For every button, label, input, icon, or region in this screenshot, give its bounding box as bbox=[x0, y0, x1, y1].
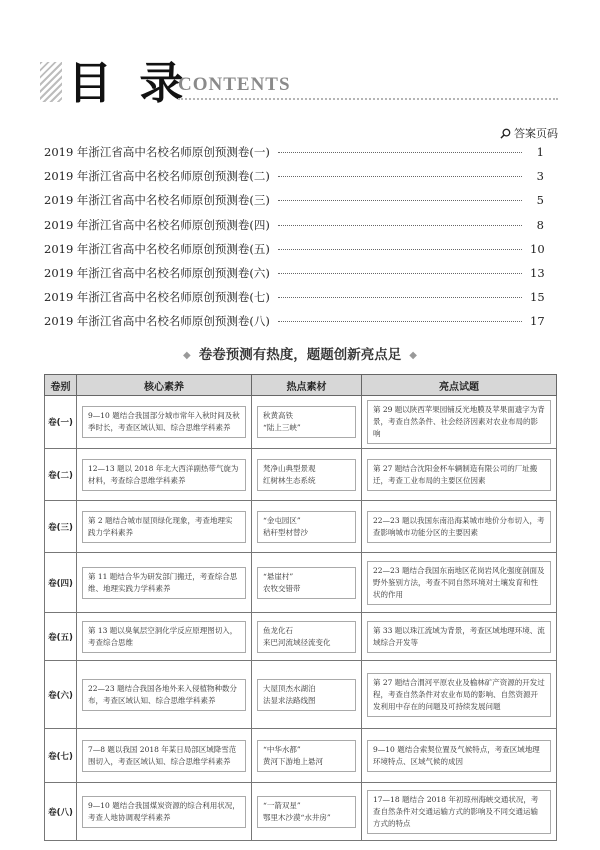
title-divider bbox=[178, 98, 558, 100]
answer-page-label: 答案页码 bbox=[514, 127, 558, 140]
material-item: 秋黄高铁 bbox=[263, 411, 293, 420]
core-cell bbox=[77, 396, 252, 449]
material-cell bbox=[252, 501, 362, 553]
core-text: 第 13 题以臭氧层空洞化学反应原理图切入，考查综合思维 bbox=[82, 621, 246, 653]
toc-leader bbox=[278, 200, 522, 201]
volume-label: 卷(一) bbox=[45, 396, 77, 449]
material-item: 鱼龙化石 bbox=[263, 625, 293, 635]
core-text: 12—13 题以 2018 年北大西洋副热带气旋为材料，考查综合思维学科素养 bbox=[82, 459, 246, 491]
toc-entry[interactable] bbox=[44, 241, 544, 265]
highlight-text: 22—23 题以我国东南沿海某城市地价分布切入，考查影响城市功能分区的主要因素 bbox=[367, 511, 551, 543]
column-header: 核心素养 bbox=[77, 375, 252, 396]
toc-entry-title: 2019 年浙江省高中名校名师原创预测卷(四) bbox=[44, 217, 270, 232]
material-item: 大屋顶杰水湖泊 bbox=[263, 683, 316, 693]
material-item: “陆上三峡” bbox=[263, 423, 301, 432]
toc-entry[interactable] bbox=[44, 144, 544, 168]
highlight-cell bbox=[362, 783, 557, 841]
volume-label: 卷(七) bbox=[45, 729, 77, 783]
table-header-row bbox=[45, 375, 557, 396]
material-item: 法显求法路线图 bbox=[263, 695, 316, 705]
material-cell bbox=[252, 553, 362, 613]
material-box bbox=[257, 796, 356, 828]
highlight-cell bbox=[362, 501, 557, 553]
core-cell bbox=[77, 449, 252, 501]
diamond-icon: ◆ bbox=[183, 349, 191, 361]
material-box bbox=[257, 621, 356, 653]
material-item: 来巴河流域径流变化 bbox=[263, 637, 331, 647]
material-item: 红树林生态系统 bbox=[263, 475, 316, 485]
contents-label: CONTENTS bbox=[178, 74, 291, 95]
toc-entry[interactable] bbox=[44, 168, 544, 192]
page-title: 目 录 bbox=[68, 58, 190, 109]
toc-entry-title: 2019 年浙江省高中名校名师原创预测卷(七) bbox=[44, 290, 270, 305]
table-row bbox=[45, 396, 557, 449]
toc-entry-page: 10 bbox=[530, 241, 545, 256]
core-cell bbox=[77, 783, 252, 841]
toc-entry-page: 13 bbox=[530, 265, 545, 280]
toc-entry-page: 3 bbox=[536, 169, 544, 184]
highlight-cell bbox=[362, 396, 557, 449]
material-item: 黄河下游地上悬河 bbox=[263, 756, 323, 766]
material-box bbox=[257, 679, 356, 711]
core-cell bbox=[77, 729, 252, 783]
toc-leader bbox=[278, 176, 522, 177]
volume-label: 卷(八) bbox=[45, 783, 77, 841]
material-item: 农牧交错带 bbox=[263, 583, 301, 593]
toc-entry-page: 17 bbox=[530, 314, 545, 329]
column-header: 热点素材 bbox=[252, 375, 362, 396]
table-row bbox=[45, 553, 557, 613]
diamond-icon: ◆ bbox=[409, 349, 417, 361]
table-row bbox=[45, 613, 557, 661]
highlight-cell bbox=[362, 729, 557, 783]
column-header: 卷别 bbox=[45, 375, 77, 396]
highlight-cell bbox=[362, 613, 557, 661]
toc-leader bbox=[278, 152, 522, 153]
material-cell bbox=[252, 783, 362, 841]
toc-entry-page: 8 bbox=[536, 217, 544, 232]
decorative-stripes bbox=[40, 62, 62, 102]
material-item: “悬崖村” bbox=[263, 571, 294, 581]
toc-entry-page: 1 bbox=[536, 145, 544, 159]
highlight-text: 9—10 题结合索契位置及气候特点，考查区域地理环境特点、区域气候的成因 bbox=[367, 740, 551, 772]
core-text: 第 2 题结合城市屋顶绿化现象，考查地理实践力学科素养 bbox=[82, 511, 246, 543]
toc-entry-title: 2019 年浙江省高中名校名师原创预测卷(二) bbox=[44, 169, 270, 184]
table-row bbox=[45, 783, 557, 841]
highlight-text: 17—18 题结合 2018 年初琼州海峡交通状况，考查自然条件对交通运输方式的影响及不同交通运输方式的特点 bbox=[367, 790, 551, 834]
toc-entry[interactable] bbox=[44, 265, 544, 289]
core-text: 9—10 题结合我国部分城市常年入秋时间及秋季时长，考查区域认知、综合思维学科素养 bbox=[82, 406, 246, 438]
toc-leader bbox=[278, 249, 522, 250]
toc-entry[interactable] bbox=[44, 217, 544, 241]
material-box bbox=[257, 740, 356, 772]
toc-entry-title: 2019 年浙江省高中名校名师原创预测卷(八) bbox=[44, 314, 270, 329]
toc-entry-page: 15 bbox=[530, 290, 545, 305]
highlight-text: 第 27 题结合沈阳金杯车辆制造有限公司的厂址搬迁，考查工业布局的主要区位因素 bbox=[367, 459, 551, 491]
material-item: 梵净山典型景观 bbox=[263, 463, 316, 473]
material-item: “金屯园区” bbox=[263, 515, 301, 525]
material-cell bbox=[252, 729, 362, 783]
toc-entry-page: 5 bbox=[536, 193, 544, 208]
toc-leader bbox=[278, 321, 522, 322]
material-item: 秸秆型材替沙 bbox=[263, 527, 308, 537]
toc-entry[interactable] bbox=[44, 313, 544, 337]
core-cell bbox=[77, 553, 252, 613]
highlight-text: 第 29 题以陕西苹果园铺反光地膜及苹果面遗字为背景，考查自然条件、社会经济因素对农业布局的影响 bbox=[367, 400, 551, 444]
answer-page-key bbox=[500, 125, 558, 141]
highlight-cell bbox=[362, 449, 557, 501]
material-box bbox=[257, 406, 356, 438]
core-text: 9—10 题结合我国煤炭资源的综合利用状况，考查人地协调观学科素养 bbox=[82, 796, 246, 828]
core-cell bbox=[77, 501, 252, 553]
toc-entry-title: 2019 年浙江省高中名校名师原创预测卷(一) bbox=[44, 145, 270, 159]
toc-entry[interactable] bbox=[44, 289, 544, 313]
core-cell bbox=[77, 661, 252, 729]
highlight-cell bbox=[362, 661, 557, 729]
toc-entry-title: 2019 年浙江省高中名校名师原创预测卷(五) bbox=[44, 241, 270, 256]
material-item: “一箭双星” bbox=[263, 800, 301, 810]
volume-label: 卷(六) bbox=[45, 661, 77, 729]
material-box bbox=[257, 567, 356, 599]
material-cell bbox=[252, 613, 362, 661]
highlight-cell bbox=[362, 553, 557, 613]
volume-label: 卷(二) bbox=[45, 449, 77, 501]
toc-leader bbox=[278, 273, 522, 274]
magnifier-icon bbox=[500, 128, 511, 139]
material-cell bbox=[252, 396, 362, 449]
material-cell bbox=[252, 661, 362, 729]
toc-leader bbox=[278, 297, 522, 298]
core-text: 第 11 题结合华为研发部门搬迁，考查综合思维、地理实践力学科素养 bbox=[82, 567, 246, 599]
table-row bbox=[45, 661, 557, 729]
toc-leader bbox=[278, 225, 522, 226]
table-row bbox=[45, 729, 557, 783]
toc-entry[interactable] bbox=[44, 192, 544, 216]
core-cell bbox=[77, 613, 252, 661]
material-item: 鄂里木沙漠“水井房” bbox=[263, 812, 331, 822]
table-row bbox=[45, 449, 557, 501]
table-row bbox=[45, 501, 557, 553]
toc-list bbox=[44, 144, 544, 338]
section-heading bbox=[0, 343, 600, 363]
core-text: 7—8 题以我国 2018 年某日局部区域降雪范围切入，考查区域认知、综合思维学科素养 bbox=[82, 740, 246, 772]
highlight-text: 第 27 题结合渭河平原农业及榆林矿产资源的开发过程，考查自然条件对农业布局的影响、自然资源开发利用中存在的问题及可持续发展问题 bbox=[367, 673, 551, 717]
material-item: “中华水都” bbox=[263, 744, 301, 754]
section-title: 卷卷预测有热度，题题创新亮点足 bbox=[198, 347, 402, 363]
volume-label: 卷(三) bbox=[45, 501, 77, 553]
material-box bbox=[257, 459, 356, 491]
material-cell bbox=[252, 449, 362, 501]
column-header: 亮点试题 bbox=[362, 375, 557, 396]
highlight-text: 第 33 题以珠江流域为背景，考查区域地理环境、流域综合开发等 bbox=[367, 621, 551, 653]
highlight-text: 22—23 题结合我国东南地区花岗岩风化强度剖面及野外鉴别方法，考查不同自然环境对土壤发育和性状的作用 bbox=[367, 561, 551, 605]
volume-label: 卷(五) bbox=[45, 613, 77, 661]
core-text: 22—23 题结合我国各地外来入侵植物种数分布，考查区域认知、综合思维学科素养 bbox=[82, 679, 246, 711]
volume-label: 卷(四) bbox=[45, 553, 77, 613]
material-box bbox=[257, 511, 356, 543]
highlights-table bbox=[44, 374, 557, 841]
toc-entry-title: 2019 年浙江省高中名校名师原创预测卷(三) bbox=[44, 193, 270, 208]
toc-entry-title: 2019 年浙江省高中名校名师原创预测卷(六) bbox=[44, 265, 270, 280]
